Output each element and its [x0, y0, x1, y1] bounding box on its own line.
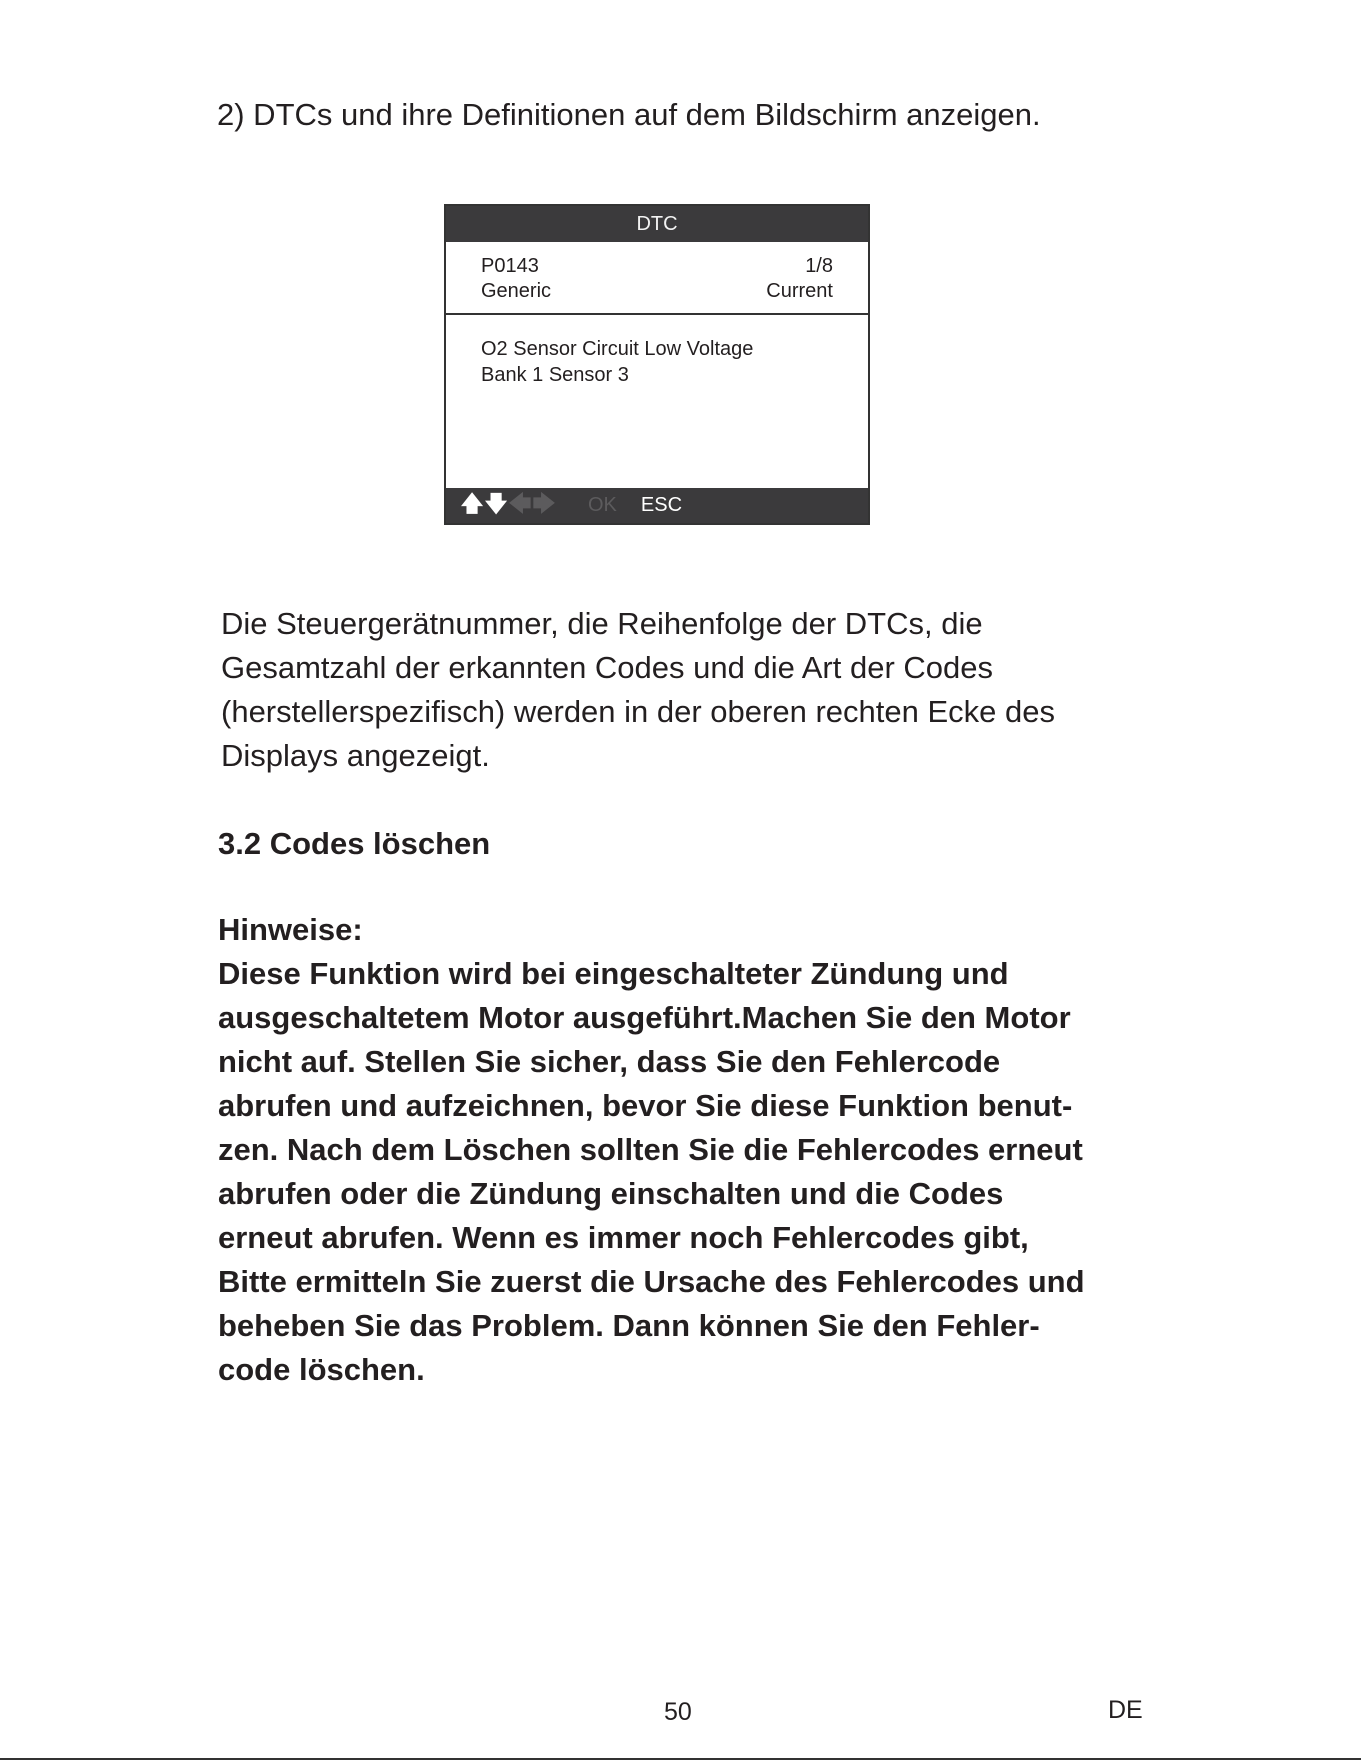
section-title: 3.2 Codes löschen — [218, 826, 491, 861]
language-code: DE — [1108, 1696, 1143, 1724]
bottom-rule — [0, 1758, 1361, 1760]
dtc-screen — [444, 204, 870, 525]
paragraph-line: Die Steuergerätnummer, die Reihenfolge der DTCs, die — [221, 606, 983, 641]
arrow-right-icon: 🡆 — [532, 490, 556, 516]
note-label: Hinweise: — [218, 912, 363, 947]
note-line: Bitte ermitteln Sie zuerst die Ursache des Fehlercodes und — [218, 1264, 1085, 1299]
screen-title: DTC — [446, 206, 868, 242]
note-line: Diese Funktion wird bei eingeschalteter Zündung und — [218, 956, 1009, 991]
note-line: nicht auf. Stellen Sie sicher, dass Sie den Fehlercode — [218, 1044, 1001, 1079]
paragraph-line: Gesamtzahl der erkannten Codes und die Art der Codes — [221, 650, 994, 685]
dtc-description — [481, 336, 753, 388]
info-paragraph — [221, 602, 1161, 778]
paragraph-line: Displays angezeigt. — [221, 738, 490, 773]
note-text — [218, 952, 1178, 1392]
step-heading: 2) DTCs und ihre Definitionen auf dem Bildschirm anzeigen. — [217, 97, 1041, 132]
screen-divider — [446, 313, 868, 315]
dtc-type: Generic — [481, 280, 552, 302]
description-line: O2 Sensor Circuit Low Voltage — [481, 338, 754, 360]
note-line: zen. Nach dem Löschen sollten Sie die Fehlercodes erneut — [218, 1132, 1083, 1167]
dtc-index: 1/8 — [805, 255, 833, 277]
arrow-up-icon[interactable]: 🡅 — [460, 490, 484, 516]
dtc-code: P0143 — [481, 255, 539, 277]
dtc-status: Current — [766, 280, 833, 302]
screen-footer — [446, 488, 868, 523]
note-line: ausgeschaltetem Motor ausgeführt.Machen Sie den Motor — [218, 1000, 1071, 1035]
note-line: beheben Sie das Problem. Dann können Sie den Fehler- — [218, 1308, 1040, 1343]
paragraph-line: (herstellerspezifisch) werden in der oberen rechten Ecke des — [221, 694, 1055, 729]
arrow-down-icon[interactable]: 🡇 — [484, 490, 508, 516]
page-number: 50 — [664, 1698, 692, 1726]
note-line: abrufen oder die Zündung einschalten und die Codes — [218, 1176, 1004, 1211]
type-row — [481, 279, 833, 304]
description-line: Bank 1 Sensor 3 — [481, 364, 629, 386]
esc-key[interactable]: ESC — [640, 494, 683, 516]
arrow-left-icon: 🡄 — [508, 490, 532, 516]
code-row — [481, 254, 833, 279]
note-line: code löschen. — [218, 1352, 425, 1387]
note-line: erneut abrufen. Wenn es immer noch Fehlercodes gibt, — [218, 1220, 1029, 1255]
note-line: abrufen und aufzeichnen, bevor Sie diese Funktion benut- — [218, 1088, 1073, 1123]
ok-key: OK — [588, 494, 617, 516]
